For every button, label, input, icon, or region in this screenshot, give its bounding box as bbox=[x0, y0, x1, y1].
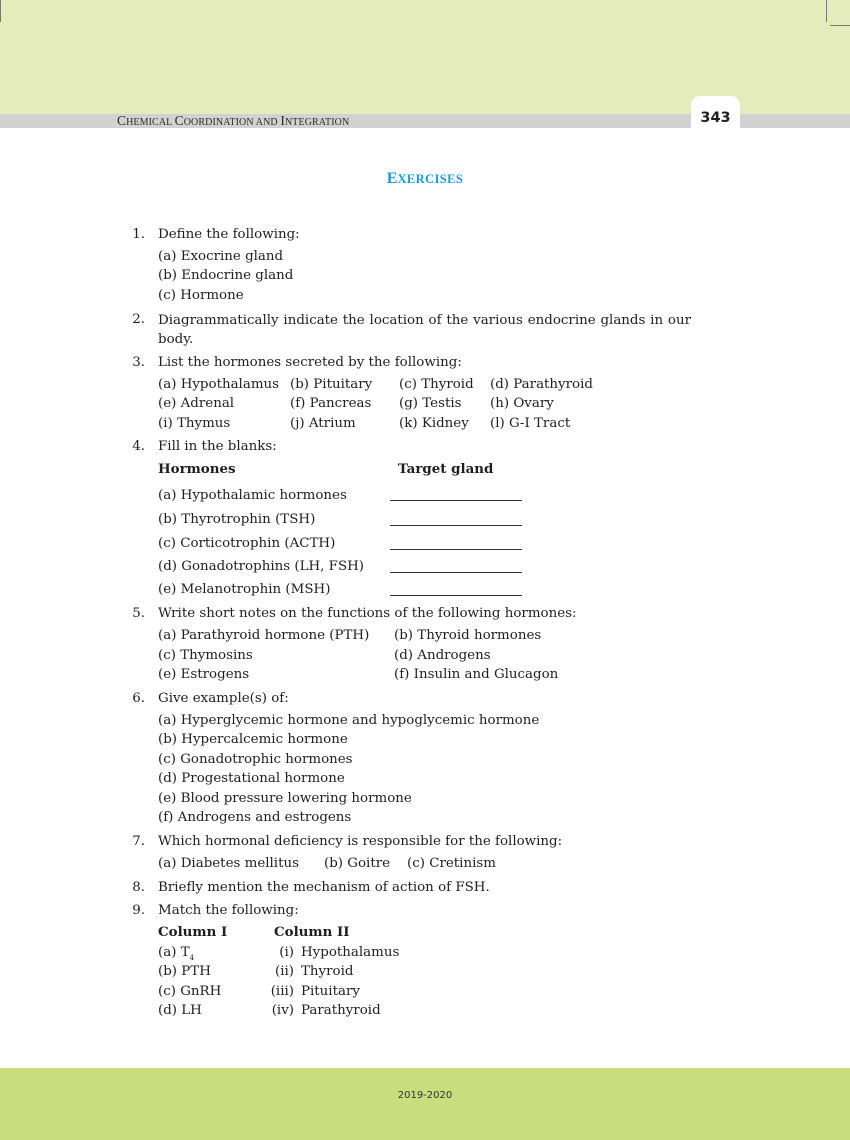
list-item: (a) Hypothalamus bbox=[158, 377, 280, 392]
question-number: 7. bbox=[132, 834, 145, 849]
crop-mark bbox=[0, 0, 1, 22]
list-item: (d) Gonadotrophins (LH, FSH) bbox=[158, 559, 365, 574]
list-item: (g) Testis bbox=[399, 396, 462, 411]
match-item: (a) $T_4$ bbox=[158, 945, 195, 962]
match-item: (c) GnRH bbox=[158, 984, 222, 999]
question-prompt: Fill in the blanks: bbox=[158, 439, 277, 454]
list-item: (c) Thymosins bbox=[158, 648, 253, 663]
fill-blank-line bbox=[390, 525, 522, 526]
question-prompt: Write short notes on the functions of the following hormones: bbox=[158, 606, 577, 621]
list-item: (f) Androgens and estrogens bbox=[158, 810, 352, 825]
question-prompt: Which hormonal deficiency is responsible for the following: bbox=[158, 834, 563, 849]
crop-mark bbox=[830, 25, 850, 26]
fill-blank-line bbox=[390, 572, 522, 573]
list-item: (d) Progestational hormone bbox=[158, 771, 345, 786]
column-header: Target gland bbox=[398, 461, 494, 477]
question-prompt: Match the following: bbox=[158, 903, 299, 918]
fill-blank-line bbox=[390, 549, 522, 550]
match-item: (d) LH bbox=[158, 1003, 202, 1018]
question-number: 9. bbox=[132, 903, 145, 918]
crop-mark bbox=[826, 0, 827, 22]
fill-blank-line bbox=[390, 595, 522, 596]
list-item: (a) Diabetes mellitus bbox=[158, 856, 299, 871]
list-item: (d) Parathyroid bbox=[490, 377, 593, 392]
list-item: (e) Melanotrophin (MSH) bbox=[158, 582, 331, 597]
question-prompt: Briefly mention the mechanism of action of FSH. bbox=[158, 880, 490, 895]
list-item: (c) Corticotrophin (ACTH) bbox=[158, 536, 336, 551]
question-number: 1. bbox=[132, 227, 145, 242]
list-item: (a) Parathyroid hormone (PTH) bbox=[158, 628, 370, 643]
question-number: 2. bbox=[132, 312, 145, 327]
match-option: Pituitary bbox=[301, 984, 360, 999]
list-item: (a) Exocrine gland bbox=[158, 249, 284, 264]
list-item: (i) Thymus bbox=[158, 416, 231, 431]
column-header: Column I bbox=[158, 924, 228, 940]
list-item: (a) Hyperglycemic hormone and hypoglycemic hormone bbox=[158, 713, 540, 728]
match-option: Thyroid bbox=[301, 964, 354, 979]
match-item: (b) PTH bbox=[158, 964, 211, 979]
footer-year: 2019-2020 bbox=[397, 1090, 453, 1101]
list-item: (l) G-I Tract bbox=[490, 416, 571, 431]
question-number: 3. bbox=[132, 355, 145, 370]
question-prompt: List the hormones secreted by the following: bbox=[158, 355, 462, 370]
list-item: (f) Pancreas bbox=[290, 396, 372, 411]
match-option: Parathyroid bbox=[301, 1003, 381, 1018]
question-number: 8. bbox=[132, 880, 145, 895]
roman-numeral: (ii) bbox=[274, 964, 294, 979]
list-item: (d) Androgens bbox=[394, 648, 491, 663]
page-number: 343 bbox=[700, 110, 731, 126]
list-item: (c) Cretinism bbox=[407, 856, 496, 871]
column-header: Hormones bbox=[158, 461, 236, 477]
roman-numeral: (iii) bbox=[270, 984, 294, 999]
question-number: 4. bbox=[132, 439, 145, 454]
list-item: (e) Adrenal bbox=[158, 396, 235, 411]
list-item: (b) Pituitary bbox=[290, 377, 373, 392]
list-item: (e) Estrogens bbox=[158, 667, 250, 682]
list-item: (f) Insulin and Glucagon bbox=[394, 667, 559, 682]
chapter-title: CHEMICAL COORDINATION AND INTEGRATION bbox=[117, 113, 350, 128]
list-item: (c) Thyroid bbox=[399, 377, 474, 392]
list-item: (b) Thyroid hormones bbox=[394, 628, 542, 643]
list-item: (c) Hormone bbox=[158, 288, 244, 303]
footer-band bbox=[0, 1068, 850, 1140]
roman-numeral: (iv) bbox=[271, 1003, 294, 1018]
list-item: (k) Kidney bbox=[399, 416, 469, 431]
list-item: (b) Thyrotrophin (TSH) bbox=[158, 512, 316, 527]
list-item: (b) Hypercalcemic hormone bbox=[158, 732, 348, 747]
list-item: (j) Atrium bbox=[290, 416, 356, 431]
list-item: (a) Hypothalamic hormones bbox=[158, 488, 347, 503]
column-header: Column II bbox=[274, 924, 350, 940]
question-number: 5. bbox=[132, 606, 145, 621]
fill-blank-line bbox=[390, 500, 522, 501]
match-option: Hypothalamus bbox=[301, 945, 400, 960]
list-item: (h) Ovary bbox=[490, 396, 554, 411]
list-item: (b) Endocrine gland bbox=[158, 268, 294, 283]
section-title: EXERCISES bbox=[386, 170, 464, 187]
question-number: 6. bbox=[132, 691, 145, 706]
roman-numeral: (i) bbox=[279, 945, 294, 960]
question-prompt: Diagrammatically indicate the location of the various endocrine glands in our body. bbox=[158, 313, 691, 347]
list-item: (c) Gonadotrophic hormones bbox=[158, 752, 353, 767]
question-prompt: Give example(s) of: bbox=[158, 691, 289, 706]
list-item: (b) Goitre bbox=[324, 856, 391, 871]
question-prompt: Define the following: bbox=[158, 227, 300, 242]
list-item: (e) Blood pressure lowering hormone bbox=[158, 791, 412, 806]
